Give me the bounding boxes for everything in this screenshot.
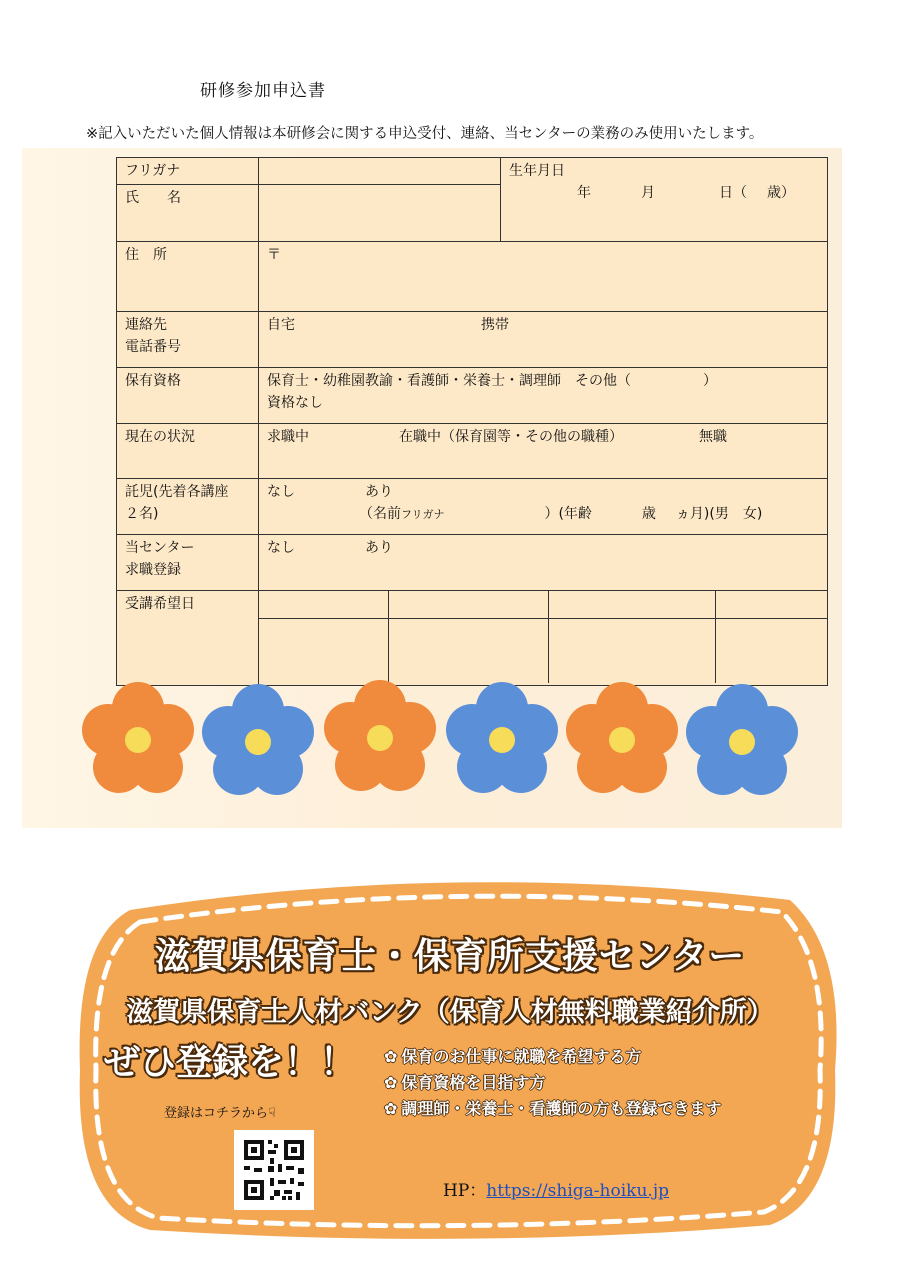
hp-label: HP： [443,1181,487,1201]
homepage-link[interactable]: https://shiga-hoiku.jp [486,1181,669,1201]
homepage-line [443,1176,669,1201]
blue-flower-1 [202,684,314,795]
banner-subtitle: 滋賀県保育士人材バンク（保育人材無料職業紹介所） [126,997,774,1028]
birthdate-field[interactable] [501,158,828,242]
date-head-1[interactable] [259,591,389,618]
childcare-label [117,479,259,535]
child-month-gender: ヵ月)(男 女) [675,506,763,522]
registration-no: なし [267,540,295,556]
childcare-yes: あり [365,484,393,500]
list-item-text: 保育資格を目指す方 [401,1073,546,1092]
birth-day-label: 日（ [719,185,747,201]
preferred-dates-label [117,591,259,686]
postal-mark: 〒 [267,247,281,263]
home-phone-label: 自宅 [267,317,295,333]
furigana-label: フリガナ [117,158,259,185]
birth-month-label: 月 [641,185,655,201]
register-here-label: 登録はコチラから☟ [164,1106,276,1121]
birth-year-label: 年 [577,185,591,201]
qualification-options: 保育士・幼稚園教諭・看護師・栄養士・調理師 その他（ [267,373,631,389]
contact-field[interactable] [259,312,828,368]
name-field[interactable] [259,185,501,242]
list-item-text: 保育のお仕事に就職を希望する方 [401,1047,642,1066]
list-item [384,1096,721,1122]
preferred-dates-grid [259,591,828,686]
list-item [384,1070,721,1096]
child-sai-label: 歳 [641,506,656,522]
mobile-phone-label: 携帯 [481,317,509,333]
qualification-none: 資格なし [267,395,323,411]
qualification-label: 保有資格 [117,368,259,424]
flower-bullet-icon: ✿ [384,1073,398,1092]
date-cell-3[interactable] [549,618,716,683]
flower-bullet-icon: ✿ [384,1047,398,1066]
center-label-line1: 当センター [125,540,195,556]
list-item [384,1044,721,1070]
contact-label-line2: 電話番号 [125,339,181,355]
birth-age-label: 歳） [767,185,795,201]
address-label: 住 所 [117,242,259,312]
furigana-field[interactable] [259,158,501,185]
flower-bullet-icon: ✿ [384,1099,398,1118]
name-label: 氏 名 [117,185,259,242]
center-registration-label [117,535,259,591]
childcare-field[interactable] [259,479,828,535]
date-cell-4[interactable] [716,618,828,683]
status-employed: 在職中（保育園等・その他の職種） [399,429,623,445]
blue-flower-2 [446,682,558,793]
date-cell-1[interactable] [259,618,389,683]
flower-decoration [70,680,830,810]
registration-yes: あり [365,540,393,556]
center-registration-field[interactable] [259,535,828,591]
date-head-2[interactable] [389,591,549,618]
date-head-3[interactable] [549,591,716,618]
target-audience-list [384,1044,721,1122]
page-title: 研修参加申込書 [200,81,326,101]
contact-label-line1: 連絡先 [125,317,167,333]
status-unemployed: 無職 [699,429,727,445]
child-name-label: （名前 [359,506,401,522]
orange-flower-2 [324,680,436,791]
list-item-text: 調理師・栄養士・看護師の方も登録できます [401,1099,722,1118]
qualification-field[interactable] [259,368,828,424]
orange-flower-3 [566,682,678,793]
status-seeking: 求職中 [267,429,309,445]
orange-flower-1 [82,682,194,793]
childcare-label-line2: ２名) [125,506,159,522]
qualification-close: ） [703,373,717,389]
blue-flower-3 [686,684,798,795]
childcare-no: なし [267,484,295,500]
address-field[interactable] [259,242,828,312]
date-head-4[interactable] [716,591,828,618]
contact-label [117,312,259,368]
date-cell-2[interactable] [389,618,549,683]
preferred-dates-text: 受講希望日 [125,596,195,612]
application-form-table [116,157,828,686]
child-furigana-label: フリガナ [401,508,445,521]
birthdate-label: 生年月日 [509,163,565,179]
child-age-label: ）(年齢 [544,506,592,522]
register-cta: ぜひ登録を！！ [104,1042,357,1083]
center-label-line2: 求職登録 [125,562,181,578]
privacy-notice: ※記入いただいた個人情報は本研修会に関する申込受付、連絡、当センターの業務のみ使用いたします。 [86,126,764,142]
status-label: 現在の状況 [117,424,259,479]
banner-title: 滋賀県保育士・保育所支援センター [154,936,746,977]
qr-code[interactable] [234,1130,314,1210]
status-field[interactable] [259,424,828,479]
childcare-label-line1: 託児(先着各講座 [125,484,229,500]
